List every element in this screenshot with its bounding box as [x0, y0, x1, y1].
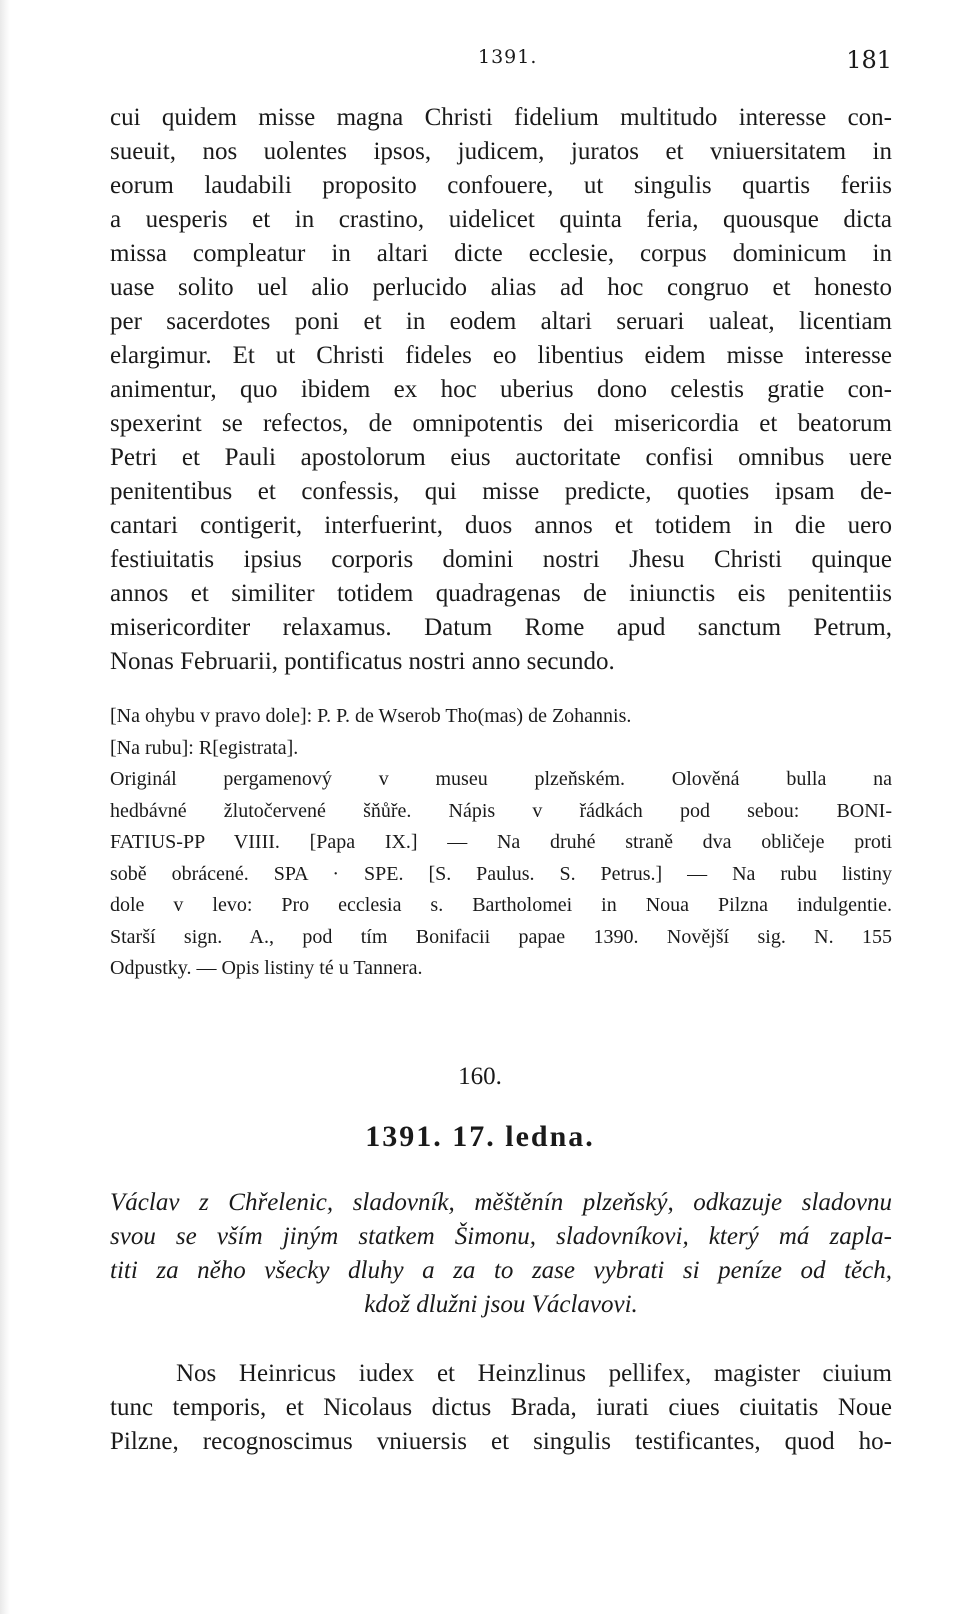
summary-line: kdož dlužni jsou Václavovi.	[364, 1291, 638, 1318]
note-line: dole v levo: Pro ecclesia s. Bartholomei in Noua Pilzna indulgentie.	[110, 894, 892, 916]
document-number: 160.	[458, 1063, 502, 1090]
body-line: Pilzne, recognoscimus vniuersis et singulis testificantes, quod ho-	[110, 1428, 892, 1455]
summary-line: titi za něho všecky dluhy a za to zase vybrati si peníze od těch,	[110, 1257, 892, 1284]
page-number: 181	[846, 46, 892, 74]
text-line: eorum laudabili proposito confouere, ut singulis quartis feriis	[110, 172, 892, 199]
document-summary	[110, 1186, 892, 1322]
header-year: 1391.	[478, 46, 538, 68]
archival-notes	[110, 701, 892, 985]
note-line: sobě obrácené. SPA · SPE. [S. Paulus. S. Petrus.] — Na rubu listiny	[110, 862, 892, 885]
text-line: penitentibus et confessis, qui misse predicte, quoties ipsam de-	[110, 478, 892, 505]
text-line: uase solito uel alio perlucido alias ad hoc congruo et honesto	[110, 274, 892, 301]
page-header	[110, 46, 892, 82]
page-edge-shadow	[0, 0, 10, 1614]
text-line: per sacerdotes poni et in eodem altari seruari ualeat, licentiam	[110, 308, 892, 335]
note-line: hedbávné žlutočervené šňůře. Nápis v řádkách pod sebou: BONI-	[110, 799, 892, 822]
text-line: elargimur. Et ut Christi fideles eo libentius eidem misse interesse	[110, 342, 892, 369]
text-line: spexerint se refectos, de omnipotentis dei misericordia et beatorum	[110, 410, 892, 437]
text-line: festiuitatis ipsius corporis domini nostri Jhesu Christi quinque	[110, 546, 892, 573]
text-line: annos et similiter totidem quadragenas de iniunctis eis penitentiis	[110, 580, 892, 607]
body-line: tunc temporis, et Nicolaus dictus Brada, iurati ciues ciuitatis Noue	[110, 1394, 892, 1421]
note-line: Starší sign. A., pod tím Bonifacii papae 1390. Novější sig. N. 155	[110, 925, 892, 948]
note-line: Odpustky. — Opis listiny té u Tannera.	[110, 957, 423, 979]
summary-line: Václav z Chřelenic, sladovník, měštěnín plzeňský, odkazuje sladovnu	[110, 1189, 892, 1216]
text-line: cui quidem misse magna Christi fidelium multitudo interesse con-	[110, 104, 892, 131]
document-date: 1391. 17. ledna.	[365, 1120, 595, 1153]
note-line: [Na rubu]: R[egistrata].	[110, 736, 299, 759]
main-text	[110, 101, 892, 679]
text-line: a uesperis et in crastino, uidelicet quinta feria, quousque dicta	[110, 206, 892, 233]
body-line: Nos Heinricus iudex et Heinzlinus pellifex, magister ciuium	[176, 1360, 892, 1387]
text-line: Nonas Februarii, pontificatus nostri anno secundo.	[110, 648, 615, 675]
note-line: [Na ohybu v pravo dole]: P. P. de Wserob Tho(mas) de Zohannis.	[110, 705, 632, 727]
summary-line: svou se vším jiným statkem Šimonu, sladovníkovi, který má zapla-	[110, 1223, 892, 1250]
note-line: FATIUS-PP VIIII. [Papa IX.] — Na druhé straně dva obličeje proti	[110, 831, 892, 853]
text-line: cantari contigerit, interfuerint, duos annos et totidem in die uero	[110, 512, 892, 539]
text-line: missa compleatur in altari dicte ecclesie, corpus dominicum in	[110, 240, 892, 267]
text-line: Petri et Pauli apostolorum eius auctoritate confisi omnibus uere	[110, 444, 892, 471]
text-line: misericorditer relaxamus. Datum Rome apud sanctum Petrum,	[110, 614, 892, 641]
text-line: sueuit, nos uolentes ipsos, judicem, juratos et vniuersitatem in	[110, 138, 892, 165]
note-line: Originál pergamenový v museu plzeňském. Olověná bulla na	[110, 768, 892, 790]
document-body	[110, 1357, 892, 1459]
text-line: animentur, quo ibidem ex hoc uberius dono celestis gratie con-	[110, 376, 892, 403]
